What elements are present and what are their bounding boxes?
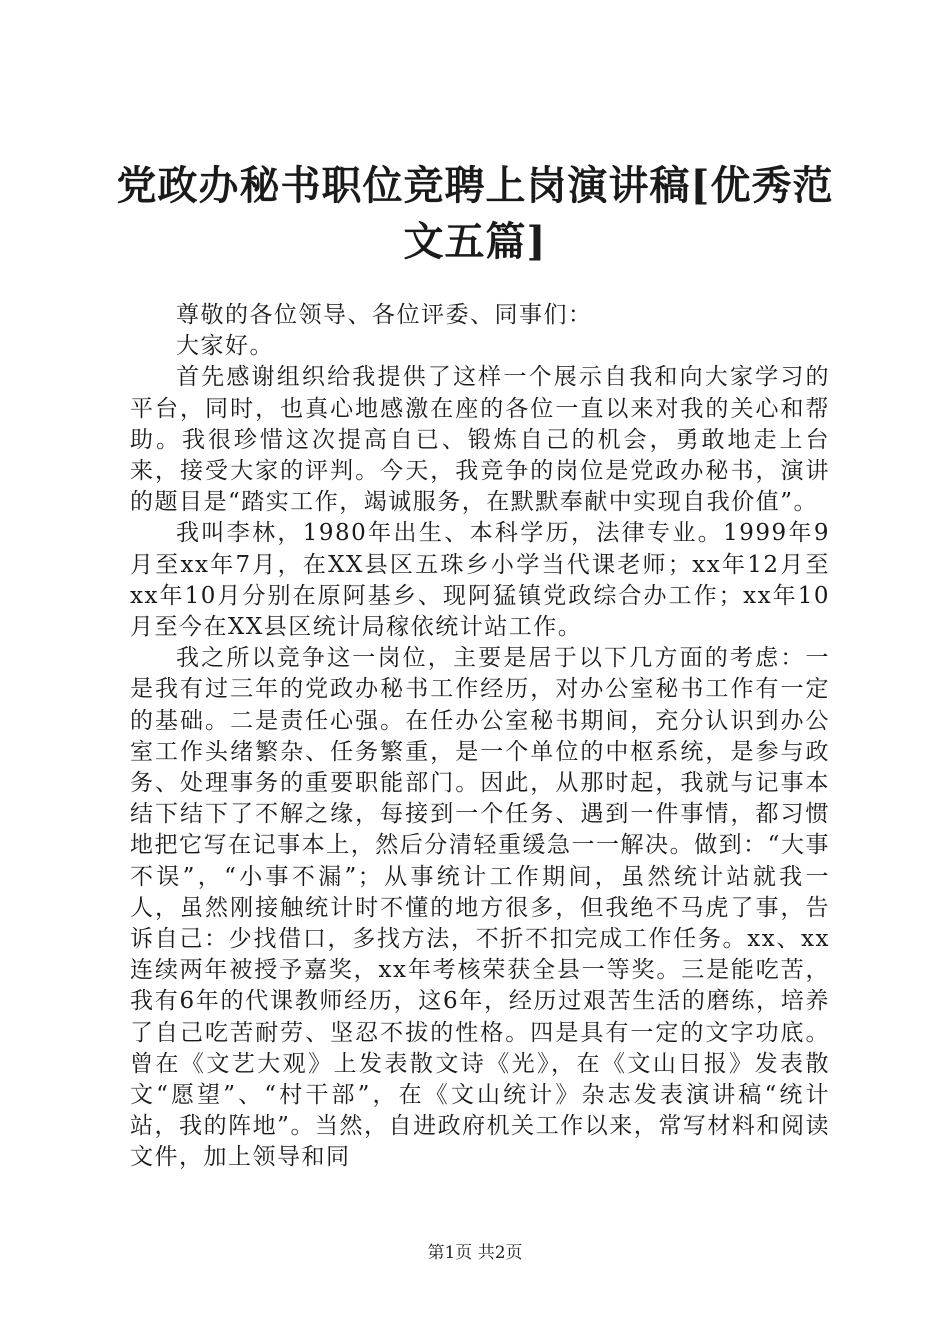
greeting-paragraph: 大家好。	[176, 333, 274, 360]
body-paragraph: 我之所以竞争这一岗位，主要是居于以下几方面的考虑：一是我有过三年的党政办秘书工作经历，对办公室秘书工作有一定的基础。二是责任心强。在任办公室秘书期间，充分认识到办公室工作头绪繁杂、任务繁重，是一个单位的中枢系统，是参与政务、处理事务的重要职能部门。因此，从那时起，我就与记事本结下结下了不解之缘，每接到一个任务、遇到一件事情，都习惯地把它写在记事本上，然后分清轻重缓急一一解决。做到：“大事不误”，“小事不漏”；从事统计工作期间，虽然统计站就我一人，虽然刚接触统计时不懂的地方很多，但我绝不马虎了事，告诉自己：少找借口，多找方法，不折不扣完成工作任务。xx、xx连续两年被授予嘉奖，xx年考核荣获全县一等奖。三是能吃苦，我有6年的代课教师经历，这6年，经历过艰苦生活的磨练，培养了自己吃苦耐劳、坚忍不拔的性格。四是具有一定的文字功底。曾在《文艺大观》上发表散文诗《光》，在《文山日报》发表散文“愿望”、“村干部”，在《文山统计》杂志发表演讲稿“统计站，我的阵地”。当然，自进政府机关工作以来，常写材料和阅读文件，加上领导和同	[130, 645, 830, 1171]
document-body	[130, 300, 830, 1174]
document-title: 党政办秘书职位竞聘上岗演讲稿[优秀范文五篇]	[116, 162, 834, 265]
salutation-paragraph: 尊敬的各位领导、各位评委、同事们：	[176, 302, 593, 328]
body-paragraph: 我叫李林，1980年出生、本科学历，法律专业。1999年9月至xx年7月，在XX县区五珠乡小学当代课老师；xx年12月至xx年10月分别在原阿基乡、现阿猛镇党政综合办工作；xx年10月至今在XX县区统计局稼依统计站工作。	[130, 520, 830, 641]
page-number-footer: 第1页 共2页	[427, 1243, 523, 1263]
body-paragraph: 首先感谢组织给我提供了这样一个展示自我和向大家学习的平台，同时，也真心地感激在座的各位一直以来对我的关心和帮助。我很珍惜这次提高自已、锻炼自己的机会，勇敢地走上台来，接受大家的评判。今天，我竞争的岗位是党政办秘书，演讲的题目是“踏实工作，竭诚服务，在默默奉献中实现自我价值”。	[130, 364, 830, 516]
